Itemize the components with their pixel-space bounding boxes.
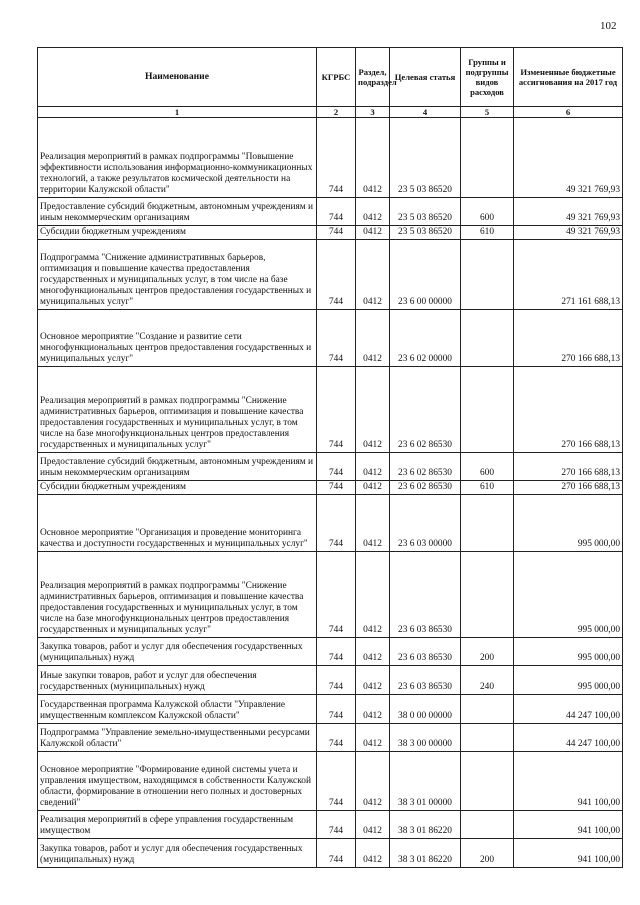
row-group — [461, 240, 514, 310]
row-amount: 941 100,00 — [514, 752, 623, 811]
row-amount: 49 321 769,93 — [514, 198, 623, 226]
row-section: 0412 — [356, 198, 390, 226]
row-target: 38 3 01 00000 — [390, 752, 461, 811]
row-ktrbs: 744 — [317, 724, 356, 752]
row-target: 38 3 00 00000 — [390, 724, 461, 752]
row-name: Основное мероприятие "Создание и развитие сети многофункциональных центров предоставления государственных и муниципальных услуг" — [38, 310, 317, 367]
row-target: 23 6 03 86530 — [390, 552, 461, 638]
row-target: 38 3 01 86220 — [390, 811, 461, 839]
row-amount: 44 247 100,00 — [514, 695, 623, 724]
row-target: 23 5 03 86520 — [390, 198, 461, 226]
header-ktrbs: КГРБС — [317, 48, 356, 107]
row-target: 23 5 03 86520 — [390, 226, 461, 240]
table-row — [38, 310, 623, 367]
page-number: 102 — [600, 20, 617, 32]
row-amount: 995 000,00 — [514, 495, 623, 552]
row-section: 0412 — [356, 453, 390, 481]
row-amount: 995 000,00 — [514, 552, 623, 638]
table-row — [38, 481, 623, 495]
table-row — [38, 226, 623, 240]
row-amount: 995 000,00 — [514, 638, 623, 666]
row-amount: 49 321 769,93 — [514, 226, 623, 240]
row-amount: 270 166 688,13 — [514, 481, 623, 495]
row-ktrbs: 744 — [317, 240, 356, 310]
row-ktrbs: 744 — [317, 198, 356, 226]
row-section: 0412 — [356, 839, 390, 868]
row-section: 0412 — [356, 638, 390, 666]
row-name: Субсидии бюджетным учреждениям — [38, 226, 317, 240]
row-group — [461, 495, 514, 552]
header-groups: Группы и подгруппы видов расходов — [461, 48, 514, 107]
row-name: Субсидии бюджетным учреждениям — [38, 481, 317, 495]
table-row — [38, 453, 623, 481]
row-ktrbs: 744 — [317, 453, 356, 481]
row-section: 0412 — [356, 367, 390, 453]
header-section: Раздел, подраздел — [356, 48, 390, 107]
column-number: 4 — [390, 107, 461, 118]
row-section: 0412 — [356, 310, 390, 367]
table-row — [38, 638, 623, 666]
row-target: 23 6 02 86530 — [390, 453, 461, 481]
row-section: 0412 — [356, 724, 390, 752]
row-group: 610 — [461, 226, 514, 240]
row-group: 600 — [461, 453, 514, 481]
row-name: Государственная программа Калужской области "Управление имущественным комплексом Калужской области" — [38, 695, 317, 724]
row-section: 0412 — [356, 118, 390, 198]
header-amount: Измененные бюджетные ассигнования на 2017 год — [514, 48, 623, 107]
row-amount: 941 100,00 — [514, 839, 623, 868]
table-row — [38, 198, 623, 226]
row-amount: 270 166 688,13 — [514, 367, 623, 453]
table-row — [38, 839, 623, 868]
table-row — [38, 240, 623, 310]
column-number: 6 — [514, 107, 623, 118]
row-target: 23 6 00 00000 — [390, 240, 461, 310]
row-name: Закупка товаров, работ и услуг для обеспечения государственных (муниципальных) нужд — [38, 839, 317, 868]
row-amount: 941 100,00 — [514, 811, 623, 839]
row-name: Предоставление субсидий бюджетным, автономным учреждениям и иным некоммерческим организациям — [38, 453, 317, 481]
header-target: Целевая статья — [390, 48, 461, 107]
row-name: Подпрограмма "Управление земельно-имущественными ресурсами Калужской области" — [38, 724, 317, 752]
row-target: 23 6 02 86530 — [390, 481, 461, 495]
row-target: 23 6 03 86530 — [390, 638, 461, 666]
row-group — [461, 724, 514, 752]
row-section: 0412 — [356, 695, 390, 724]
row-group — [461, 367, 514, 453]
row-ktrbs: 744 — [317, 666, 356, 695]
row-target: 38 3 01 86220 — [390, 839, 461, 868]
row-ktrbs: 744 — [317, 839, 356, 868]
row-target: 23 6 03 86530 — [390, 666, 461, 695]
table-row — [38, 495, 623, 552]
row-name: Реализация мероприятий в рамках подпрограммы "Снижение административных барьеров, оптимизация и повышение качества предоставления государственных и муниципальных услуг, в том числе на базе многофункциональных центров предоставления государственных и муниципальных услуг" — [38, 367, 317, 453]
row-group: 610 — [461, 481, 514, 495]
row-target: 23 6 03 00000 — [390, 495, 461, 552]
column-number: 2 — [317, 107, 356, 118]
table-row — [38, 724, 623, 752]
row-group — [461, 118, 514, 198]
row-section: 0412 — [356, 666, 390, 695]
row-group — [461, 811, 514, 839]
row-section: 0412 — [356, 811, 390, 839]
row-name: Подпрограмма "Снижение административных барьеров, оптимизация и повышение качества предоставления государственных и муниципальных услуг, в том числе на базе многофункциональных центров предоставления государственных и муниципальных услуг" — [38, 240, 317, 310]
row-name: Предоставление субсидий бюджетным, автономным учреждениям и иным некоммерческим организациям — [38, 198, 317, 226]
column-number-row — [38, 107, 623, 118]
row-group: 600 — [461, 198, 514, 226]
row-ktrbs: 744 — [317, 695, 356, 724]
row-amount: 270 166 688,13 — [514, 310, 623, 367]
row-ktrbs: 744 — [317, 811, 356, 839]
row-name: Иные закупки товаров, работ и услуг для обеспечения государственных (муниципальных) нужд — [38, 666, 317, 695]
row-target: 23 5 03 86520 — [390, 118, 461, 198]
row-amount: 49 321 769,93 — [514, 118, 623, 198]
row-amount: 44 247 100,00 — [514, 724, 623, 752]
column-number: 5 — [461, 107, 514, 118]
row-group: 200 — [461, 638, 514, 666]
row-amount: 995 000,00 — [514, 666, 623, 695]
row-target: 23 6 02 00000 — [390, 310, 461, 367]
row-ktrbs: 744 — [317, 118, 356, 198]
row-group — [461, 752, 514, 811]
row-group: 240 — [461, 666, 514, 695]
row-name: Основное мероприятие "Формирование единой системы учета и управления имуществом, находящимся в собственности Калужской области, формирование в отношении него полных и достоверных сведений" — [38, 752, 317, 811]
row-name: Основное мероприятие "Организация и проведение мониторинга качества и доступности государственных и муниципальных услуг" — [38, 495, 317, 552]
row-name: Реализация мероприятий в сфере управления государственным имуществом — [38, 811, 317, 839]
column-number: 1 — [38, 107, 317, 118]
table-row — [38, 118, 623, 198]
header-row — [38, 48, 623, 107]
row-section: 0412 — [356, 226, 390, 240]
row-amount: 271 161 688,13 — [514, 240, 623, 310]
row-ktrbs: 744 — [317, 310, 356, 367]
table-row — [38, 367, 623, 453]
table-row — [38, 552, 623, 638]
row-ktrbs: 744 — [317, 226, 356, 240]
row-name: Реализация мероприятий в рамках подпрограммы "Снижение административных барьеров, оптимизация и повышение качества предоставления государственных и муниципальных услуг, в том числе на базе многофункциональных центров предоставления государственных и муниципальных услуг" — [38, 552, 317, 638]
row-name: Закупка товаров, работ и услуг для обеспечения государственных (муниципальных) нужд — [38, 638, 317, 666]
row-ktrbs: 744 — [317, 752, 356, 811]
row-group — [461, 310, 514, 367]
row-section: 0412 — [356, 481, 390, 495]
budget-table — [37, 47, 623, 868]
row-name: Реализация мероприятий в рамках подпрограммы "Повышение эффективности использования информационно-коммуникационных технологий, а также результатов космической деятельности на территории Калужской области" — [38, 118, 317, 198]
row-section: 0412 — [356, 752, 390, 811]
column-number: 3 — [356, 107, 390, 118]
row-target: 23 6 02 86530 — [390, 367, 461, 453]
row-group — [461, 552, 514, 638]
row-section: 0412 — [356, 552, 390, 638]
table-row — [38, 695, 623, 724]
row-ktrbs: 744 — [317, 481, 356, 495]
row-target: 38 0 00 00000 — [390, 695, 461, 724]
row-group: 200 — [461, 839, 514, 868]
row-section: 0412 — [356, 495, 390, 552]
row-ktrbs: 744 — [317, 638, 356, 666]
header-name: Наименование — [38, 48, 317, 107]
table-row — [38, 752, 623, 811]
row-ktrbs: 744 — [317, 495, 356, 552]
row-amount: 270 166 688,13 — [514, 453, 623, 481]
table-row — [38, 666, 623, 695]
row-ktrbs: 744 — [317, 552, 356, 638]
row-group — [461, 695, 514, 724]
table-row — [38, 811, 623, 839]
row-ktrbs: 744 — [317, 367, 356, 453]
row-section: 0412 — [356, 240, 390, 310]
